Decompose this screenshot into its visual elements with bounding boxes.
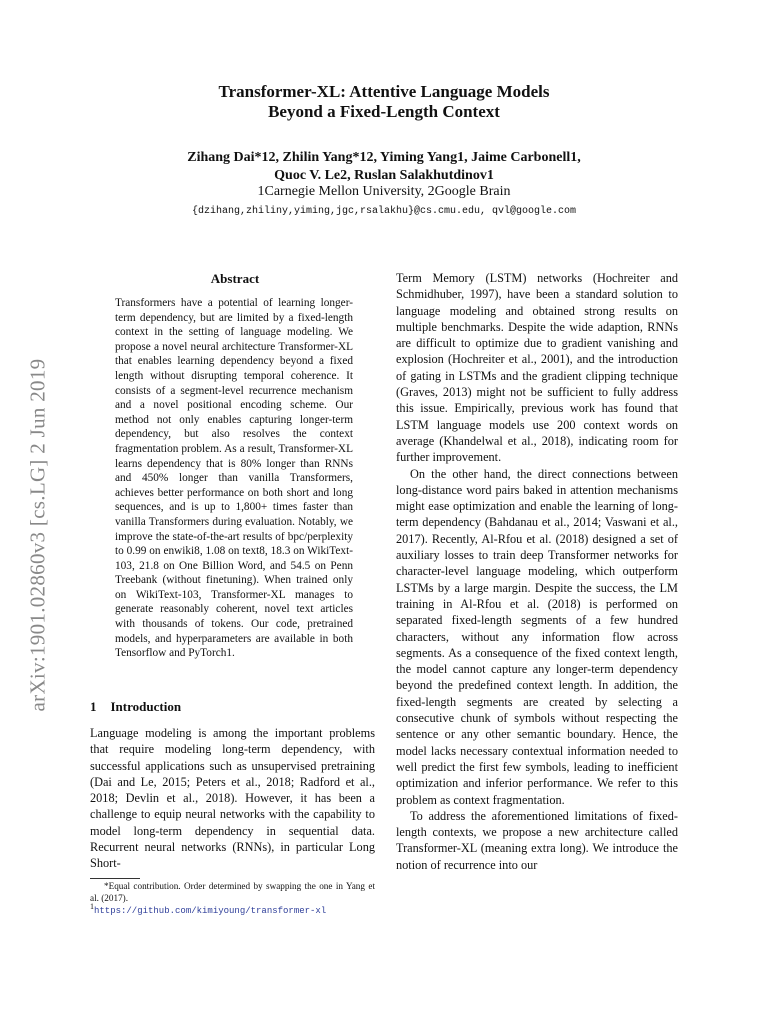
paper-title	[0, 82, 768, 122]
abstract-heading: Abstract	[210, 271, 260, 286]
intro-paragraph-1: Language modeling is among the important problems that require modeling long-term dependency, with successful applications such as unsupervised pretraining (Dai and Le, 2015; Peters et al., 2018; Radford et al., 2018; Devlin et al., 2018). However, it has been a challenge to equip neural networks with the capability to model long-term dependency in sequential data. Recurrent neural networks (RNNs), in particular Long Short-	[90, 726, 375, 871]
section-heading-introduction	[90, 699, 181, 715]
section-title: Introduction	[110, 699, 182, 714]
author-emails: {dzihang,zhiliny,yiming,jgc,rsalakhu}@cs.cmu.edu, qvl@google.com	[191, 206, 577, 217]
right-paragraph-1: Term Memory (LSTM) networks (Hochreiter and Schmidhuber, 1997), have been a standard solution to language modeling and obtained strong results on multiple benchmarks. Despite the wide adaption, RNNs are difficult to optimize due to gradient vanishing and explosion (Hochreiter et al., 2001), and the introduction of gating in LSTMs and the gradient clipping technique (Graves, 2013) might not be sufficient to fully address this issue. Empirically, previous work has found that LSTM language models use 200 context words on average (Khandelwal et al., 2018), indicating room for further improvement.	[396, 271, 678, 465]
title-line-2: Beyond a Fixed-Length Context	[268, 102, 500, 121]
authors-line-2: Quoc V. Le2, Ruslan Salakhutdinov1	[274, 168, 494, 183]
right-paragraph-3: To address the aforementioned limitations of fixed-length contexts, we propose a new architecture called Transformer-XL (meaning extra long). We introduce the notion of recurrence into our	[396, 808, 678, 872]
arxiv-sidebar-stamp	[18, 325, 58, 745]
right-paragraph-2: On the other hand, the direct connections between long-distance word pairs baked in attention mechanisms might ease optimization and enable the learning of long-term dependency (Bahdanau et al., 2014; Vaswani et al., 2017). Recently, Al-Rfou et al. (2018) designed a set of auxiliary losses to train deep Transformer networks for character-level language modeling, which outperform LSTMs by a large margin. Despite the success, the LM training in Al-Rfou et al. (2018) is performed on separated fixed-length segments of a few hundred characters, without any information flow across segments. As a consequence of the fixed context length, the model cannot capture any longer-term dependency beyond the predefined context length. In addition, the fixed-length segments are created by selecting a consecutive chunk of symbols without respecting the sentence or any other semantic boundary. Hence, the model lacks necessary contextual information needed to well predict the first few symbols, leading to inefficient optimization and inferior performance. We refer to this problem as context fragmentation.	[396, 466, 678, 807]
title-line-1: Transformer-XL: Attentive Language Models	[218, 82, 550, 101]
arxiv-id: arXiv:1901.02860v3 [cs.LG] 2 Jun 2019	[25, 358, 50, 712]
affiliations: 1Carnegie Mellon University, 2Google Brain	[257, 184, 511, 199]
github-link[interactable]: https://github.com/kimiyoung/transformer-xl	[94, 906, 327, 916]
right-column	[396, 270, 678, 873]
footnote-1-mark: 1	[90, 901, 94, 911]
section-number: 1	[90, 699, 97, 714]
footnote-rule	[90, 878, 140, 879]
authors-line-1: Zihang Dai*12, Zhilin Yang*12, Yiming Yang1, Jaime Carbonell1,	[187, 150, 581, 165]
footnotes	[90, 880, 375, 917]
author-list	[0, 149, 768, 185]
footnote-1	[90, 901, 375, 917]
footnote-equal-contribution: *Equal contribution. Order determined by swapping the one in Yang et al. (2017).	[90, 881, 375, 903]
abstract-text: Transformers have a potential of learning longer-term dependency, but are limited by a fixed-length context in the setting of language modeling. We propose a novel neural architecture Transformer-XL that enables learning dependency beyond a fixed length without disrupting temporal coherence. It consists of a segment-level recurrence mechanism and a novel positional encoding scheme. Our method not only enables capturing longer-term dependency, but also resolves the context fragmentation problem. As a result, Transformer-XL learns dependency that is 80% longer than RNNs and 450% longer than vanilla Transformers, achieves better performance on both short and long sequences, and is up to 1,800+ times faster than vanilla Transformers during evaluation. Notably, we improve the state-of-the-art results of bpc/perplexity to 0.99 on enwiki8, 1.08 on text8, 18.3 on WikiText-103, 21.8 on One Billion Word, and 54.5 on Penn Treebank (without finetuning). When trained only on WikiText-103, Transformer-XL manages to generate reasonably coherent, novel text articles with thousands of tokens. Our code, pretrained models, and hyperparameters are available in both Tensorflow and PyTorch1.	[115, 297, 353, 660]
